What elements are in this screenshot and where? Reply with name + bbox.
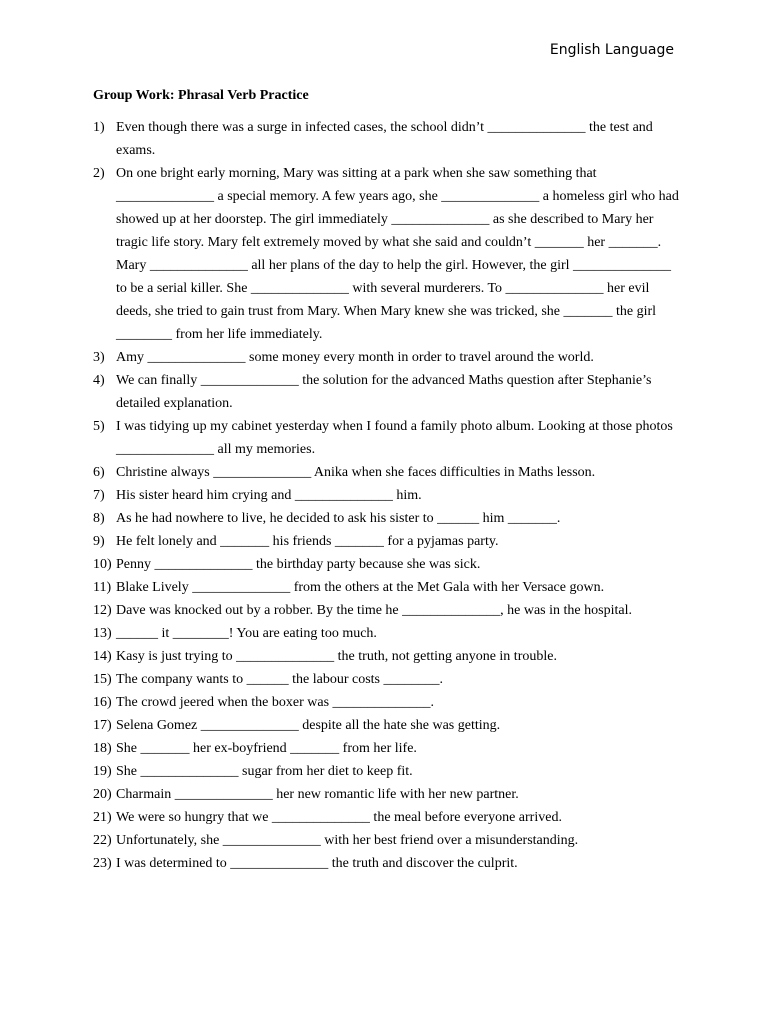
- question-text: Penny ______________ the birthday party because she was sick.: [116, 557, 481, 572]
- question-number: 8): [93, 511, 105, 526]
- question-number: 4): [93, 373, 105, 388]
- question-item-8: [93, 507, 683, 530]
- question-item-2: [93, 162, 683, 346]
- question-item-16: [93, 691, 683, 714]
- question-number: 16): [93, 695, 112, 710]
- question-number: 14): [93, 649, 112, 664]
- question-text: We were so hungry that we ______________ the meal before everyone arrived.: [116, 810, 562, 825]
- question-number: 23): [93, 856, 112, 871]
- question-number: 17): [93, 718, 112, 733]
- question-number: 21): [93, 810, 112, 825]
- question-number: 20): [93, 787, 112, 802]
- question-item-18: [93, 737, 683, 760]
- question-number: 22): [93, 833, 112, 848]
- question-number: 15): [93, 672, 112, 687]
- question-number: 10): [93, 557, 112, 572]
- question-number: 19): [93, 764, 112, 779]
- question-text: We can finally ______________ the solution for the advanced Maths question after Stephanie’s detailed explanation.: [116, 373, 652, 411]
- question-text: Even though there was a surge in infected cases, the school didn’t ______________ the test and exams.: [116, 120, 653, 158]
- question-text: I was tidying up my cabinet yesterday when I found a family photo album. Looking at those photos ______________ all my memories.: [116, 419, 673, 457]
- question-text: As he had nowhere to live, he decided to ask his sister to ______ him _______.: [116, 511, 561, 526]
- question-number: 9): [93, 534, 105, 549]
- question-text: Blake Lively ______________ from the others at the Met Gala with her Versace gown.: [116, 580, 605, 595]
- question-number: 6): [93, 465, 105, 480]
- question-text: I was determined to ______________ the truth and discover the culprit.: [116, 856, 518, 871]
- question-text: His sister heard him crying and ______________ him.: [116, 488, 422, 503]
- question-number: 3): [93, 350, 105, 365]
- question-list: [93, 116, 683, 875]
- question-item-11: [93, 576, 683, 599]
- question-text: ______ it ________! You are eating too much.: [116, 626, 377, 641]
- question-text: Amy ______________ some money every month in order to travel around the world.: [116, 350, 594, 365]
- question-item-21: [93, 806, 683, 829]
- question-text: She ______________ sugar from her diet to keep fit.: [116, 764, 413, 779]
- question-text: Charmain ______________ her new romantic life with her new partner.: [116, 787, 519, 802]
- question-item-19: [93, 760, 683, 783]
- question-item-5: [93, 415, 683, 461]
- question-text: Christine always ______________ Anika when she faces difficulties in Maths lesson.: [116, 465, 596, 480]
- question-number: 2): [93, 166, 105, 181]
- question-text: Kasy is just trying to ______________ the truth, not getting anyone in trouble.: [116, 649, 557, 664]
- question-number: 13): [93, 626, 112, 641]
- question-number: 5): [93, 419, 105, 434]
- question-item-13: [93, 622, 683, 645]
- question-item-12: [93, 599, 683, 622]
- question-text: Dave was knocked out by a robber. By the time he ______________, he was in the hospital.: [116, 603, 632, 618]
- question-number: 7): [93, 488, 105, 503]
- question-item-4: [93, 369, 683, 415]
- question-item-20: [93, 783, 683, 806]
- question-number: 12): [93, 603, 112, 618]
- question-number: 18): [93, 741, 112, 756]
- question-text: The company wants to ______ the labour costs ________.: [116, 672, 444, 687]
- question-text: She _______ her ex-boyfriend _______ from her life.: [116, 741, 417, 756]
- worksheet-title: Group Work: Phrasal Verb Practice: [93, 88, 309, 103]
- question-item-23: [93, 852, 683, 875]
- question-text: Unfortunately, she ______________ with her best friend over a misunderstanding.: [116, 833, 579, 848]
- question-text: On one bright early morning, Mary was sitting at a park when she saw something that ______________ a special memory. A few years ago, she ______________ a homeless girl who had showed up at her doorstep. The girl immediately ______________ as she described to Mary her tragic life story. Mary felt extremely moved by what she said and couldn’t _______ her _______. Mary ______________ all her plans of the day to help the girl. However, the girl ______________ to be a serial killer. She ______________ with several murderers. To ______________ her evil deeds, she tried to gain trust from Mary. When Mary knew she was tricked, she _______ the girl ________ from her life immediately.: [116, 166, 679, 342]
- question-text: The crowd jeered when the boxer was ______________.: [116, 695, 435, 710]
- document-header-subject: English Language: [549, 42, 674, 58]
- question-item-6: [93, 461, 683, 484]
- question-item-17: [93, 714, 683, 737]
- question-item-7: [93, 484, 683, 507]
- question-item-14: [93, 645, 683, 668]
- question-text: Selena Gomez ______________ despite all the hate she was getting.: [116, 718, 501, 733]
- question-item-9: [93, 530, 683, 553]
- question-text: He felt lonely and _______ his friends _______ for a pyjamas party.: [116, 534, 499, 549]
- question-item-10: [93, 553, 683, 576]
- question-item-15: [93, 668, 683, 691]
- question-item-22: [93, 829, 683, 852]
- question-item-1: [93, 116, 683, 162]
- question-number: 1): [93, 120, 105, 135]
- question-item-3: [93, 346, 683, 369]
- question-number: 11): [93, 580, 112, 595]
